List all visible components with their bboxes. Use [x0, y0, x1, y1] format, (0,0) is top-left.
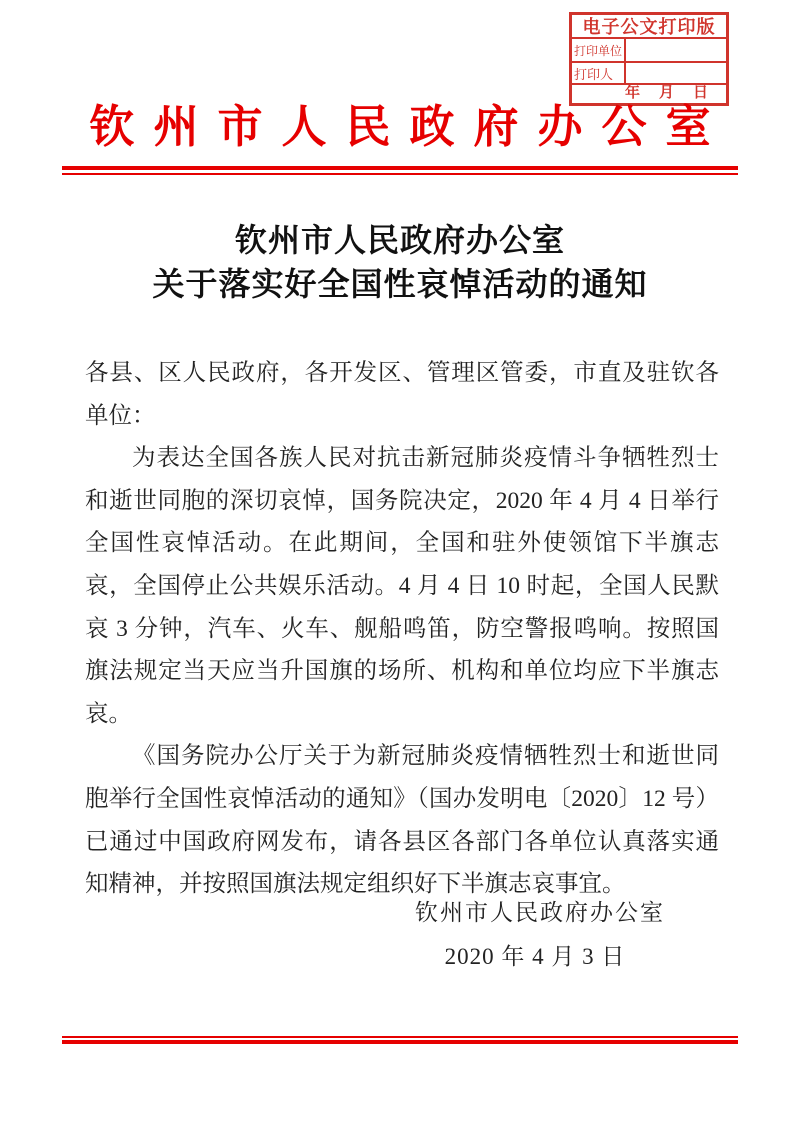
electronic-print-stamp: [569, 12, 729, 106]
stamp-print-unit-value: [626, 39, 726, 61]
stamp-print-unit-label: 打印单位: [572, 39, 626, 61]
letterhead-double-rule: [62, 166, 738, 175]
stamp-date-row: 年 月 日: [624, 84, 710, 101]
signature-block: [415, 898, 665, 972]
letterhead-title: 钦州市人民政府办公室: [89, 102, 730, 152]
stamp-print-unit-row: [572, 39, 726, 63]
body-paragraph-2: 《国务院办公厅关于为新冠肺炎疫情牺牲烈士和逝世同胞举行全国性哀悼活动的通知》（国办发明电〔2020〕12 号）已通过中国政府网发布，请各县区各部门各单位认真落实通知精神，并按照国旗法规定组织好下半旗志哀事宜。: [85, 743, 719, 898]
document-title: [0, 218, 800, 306]
stamp-printer-row: [572, 63, 726, 85]
body-paragraph-1: 为表达全国各族人民对抗击新冠肺炎疫情斗争牺牲烈士和逝世同胞的深切哀悼，国务院决定，2020 年 4 月 4 日举行全国性哀悼活动。在此期间，全国和驻外使领馆下半旗志哀，全国停止公共娱乐活动。4 月 4 日 10 时起，全国人民默哀 3 分钟，汽车、火车、舰船鸣笛，防空警报鸣响。按照国旗法规定当天应当升国旗的场所、机构和单位均应下半旗志哀。: [85, 445, 719, 727]
document-body: [85, 352, 719, 906]
signature-organization: 钦州市人民政府办公室: [415, 900, 665, 925]
stamp-title: 电子公文打印版: [572, 15, 726, 39]
signature-date: 2020 年 4 月 3 日: [444, 944, 626, 969]
salutation-line: 各县、区人民政府，各开发区、管理区管委，市直及驻钦各单位：: [85, 360, 719, 429]
rule-thick-bar: [62, 1040, 738, 1044]
document-title-line2: 关于落实好全国性哀悼活动的通知: [152, 266, 648, 302]
stamp-printer-value: [626, 63, 726, 83]
footer-double-rule: [62, 1036, 738, 1044]
stamp-printer-label: 打印人: [572, 63, 626, 83]
rule-thin-bar: [62, 1036, 738, 1038]
rule-thin-bar: [62, 173, 738, 175]
document-title-line1: 钦州市人民政府办公室: [234, 222, 565, 258]
rule-thick-bar: [62, 166, 738, 170]
